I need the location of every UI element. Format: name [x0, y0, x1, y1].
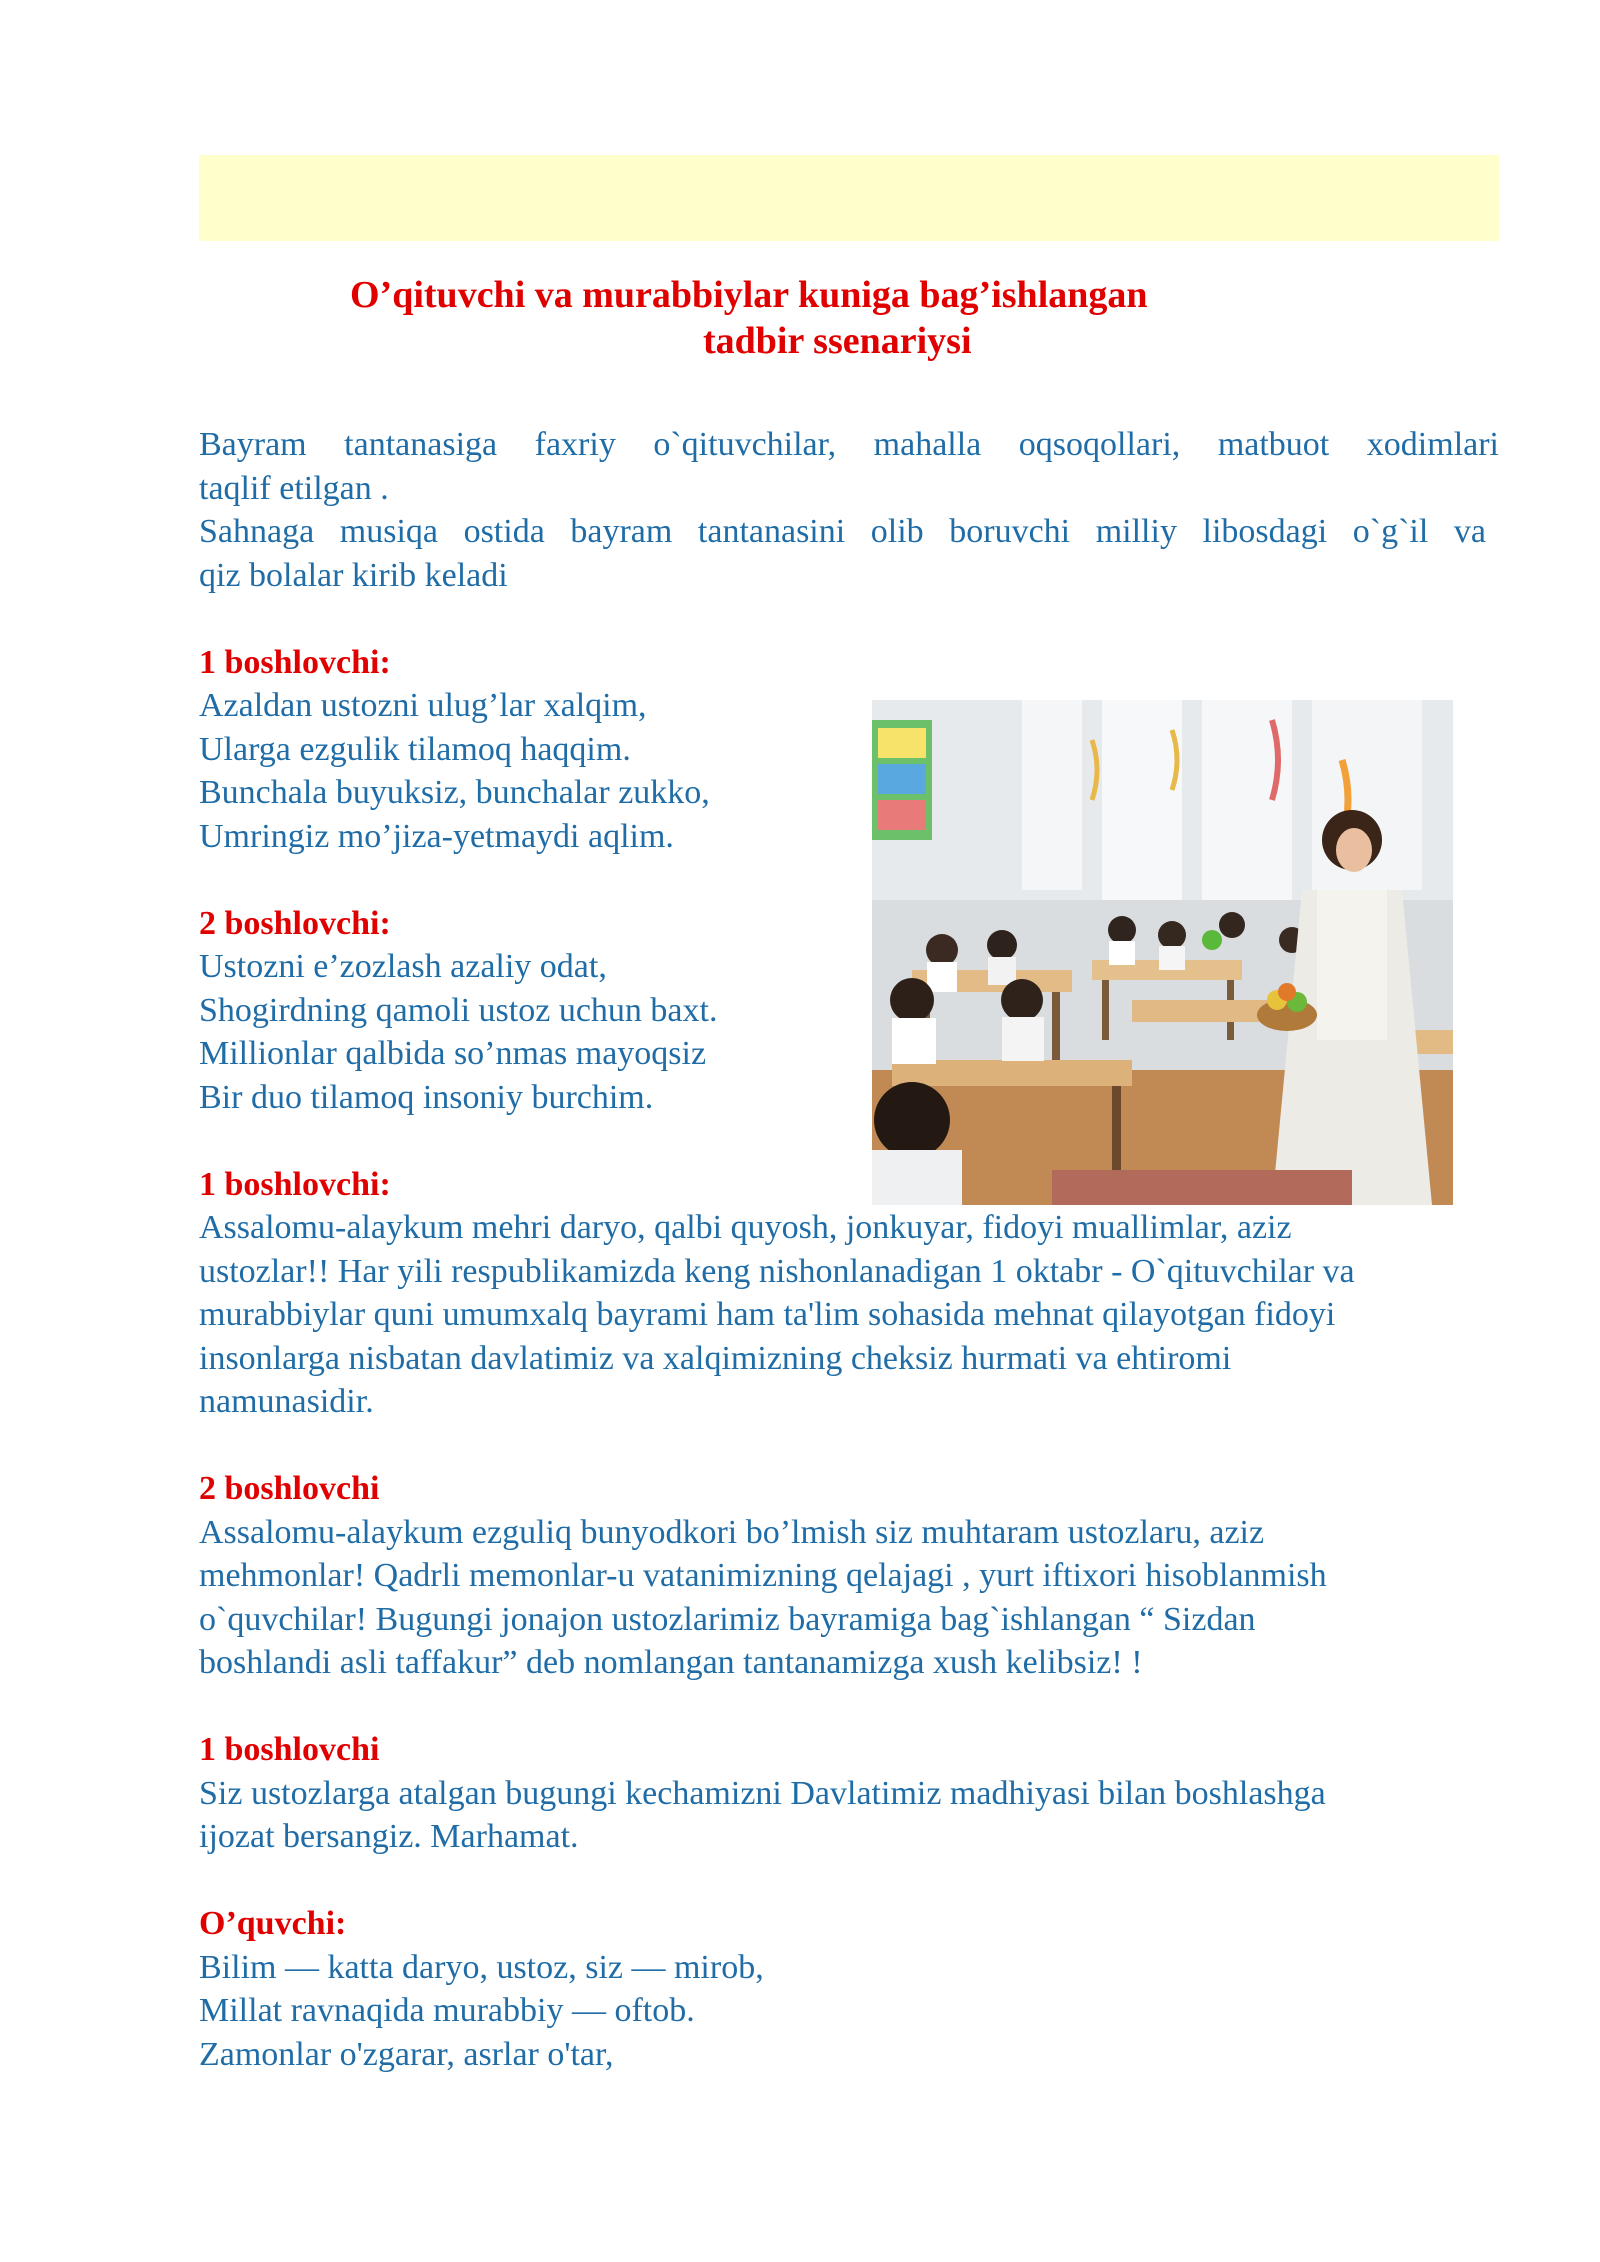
speech-line: ijozat bersangiz. Marhamat.: [199, 1818, 579, 1855]
verse-line: Bunchala buyuksiz, bunchalar zukko,: [199, 774, 710, 811]
verse-line: Bilim — katta daryo, ustoz, siz — mirob,: [199, 1948, 764, 1986]
title-line-2: tadbir ssenariysi: [703, 320, 972, 362]
verse-line: Bir duo tilamoq insoniy burchim.: [199, 1078, 654, 1116]
verse-line: Shogirdning qamoli ustoz uchun baxt.: [199, 991, 718, 1029]
speech-line: Assalomu-alaykum ezguliq bunyodkori bo’lmish siz muhtaram ustozlaru, aziz: [199, 1513, 1265, 1551]
speaker-label: 1 boshlovchi: [199, 1731, 380, 1768]
verse-line: Ustozni e’zozlash azaliy odat,: [199, 948, 607, 985]
verse-line: Azaldan ustozni ulug’lar xalqim,: [199, 687, 647, 724]
intro-line: qiz bolalar kirib keladi: [199, 556, 508, 594]
speech-line: o`quvchilar! Bugungi jonajon ustozlarimiz bayramiga bag`ishlangan “ Sizdan: [199, 1600, 1256, 1638]
speech-line: mehmonlar! Qadrli memonlar-u vatanimizning qelajagi , yurt iftixori hisoblanmish: [199, 1557, 1327, 1594]
speech-line: boshlandi asli taffakur” deb nomlangan tantanamizga xush kelibsiz! !: [199, 1644, 1143, 1681]
intro-line: taqlif etilgan .: [199, 469, 389, 507]
header-band: [199, 155, 1499, 241]
speaker-label: 1 boshlovchi:: [199, 643, 391, 681]
document-body: [199, 423, 1499, 2076]
speaker-label: O’quvchi:: [199, 1905, 347, 1942]
intro-paragraph: [199, 423, 1499, 597]
classroom-illustration: [872, 700, 1453, 1205]
verse-line: Umringiz mo’jiza-yetmaydi aqlim.: [199, 817, 674, 855]
intro-line: Bayram tantanasiga faxriy o`qituvchilar, mahalla oqsoqollari, matbuot xodimlari: [199, 426, 1499, 463]
classroom-photo: [872, 700, 1453, 1205]
speech-line: namunasidir.: [199, 1383, 374, 1420]
verse-line: Millat ravnaqida murabbiy — oftob.: [199, 1992, 695, 2029]
speech-line: ustozlar!! Har yili respublikamizda keng nishonlanadigan 1 oktabr - O`qituvchilar va: [199, 1252, 1355, 1290]
speech-line: Siz ustozlarga atalgan bugungi kechamizni Davlatimiz madhiyasi bilan boshlashga: [199, 1774, 1326, 1812]
intro-line: Sahnaga musiqa ostida bayram tantanasini olib boruvchi milliy libosdagi o`g`il va: [199, 513, 1486, 550]
verse-line: Ularga ezgulik tilamoq haqqim.: [199, 730, 631, 768]
title-line-1: O’qituvchi va murabbiylar kuniga bag’ishlangan: [350, 274, 1148, 316]
verse-line: Millionlar qalbida so’nmas mayoqsiz: [199, 1035, 707, 1072]
speaker-label: 2 boshlovchi:: [199, 904, 391, 942]
speaker-label: 2 boshlovchi: [199, 1470, 380, 1507]
speaker-block: [199, 1467, 1499, 1685]
speech-line: Assalomu-alaykum mehri daryo, qalbi quyosh, jonkuyar, fidoyi muallimlar, aziz: [199, 1209, 1292, 1246]
speaker-block: [199, 1728, 1499, 1859]
speaker-label: 1 boshlovchi:: [199, 1165, 391, 1203]
verse-line: Zamonlar o'zgarar, asrlar o'tar,: [199, 2035, 614, 2073]
speaker-block: [199, 1902, 1499, 2076]
speech-line: insonlarga nisbatan davlatimiz va xalqimizning cheksiz hurmati va ehtiromi: [199, 1339, 1232, 1377]
speech-line: murabbiylar quni umumxalq bayrami ham ta'lim sohasida mehnat qilayotgan fidoyi: [199, 1296, 1336, 1333]
